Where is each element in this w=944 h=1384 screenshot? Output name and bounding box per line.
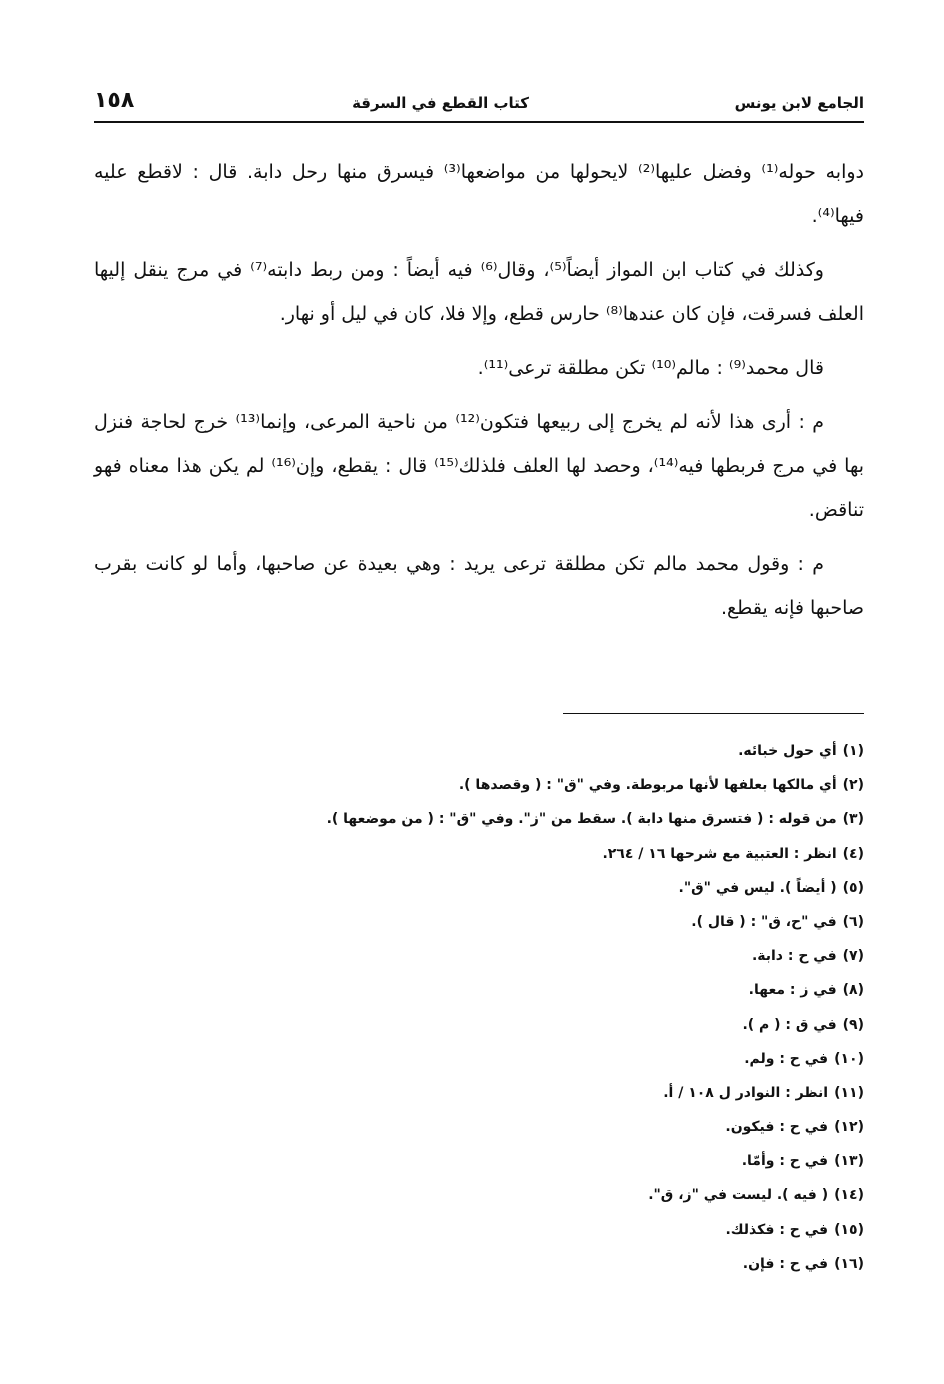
footnote [94, 1110, 864, 1144]
footnote-text: في ق : ( م ). [742, 1016, 837, 1033]
footnote-number: (٦) [842, 913, 864, 930]
footnote [94, 1178, 864, 1212]
footnote-text: في ح : فإن. [742, 1255, 829, 1272]
footnote-text: في ح : وأمّا. [741, 1153, 829, 1170]
footnote [94, 1008, 864, 1042]
footnote-number: (١٤) [834, 1187, 864, 1204]
page-number: ١٥٨ [94, 88, 135, 113]
footnote-number: (١١) [834, 1084, 864, 1101]
footnote [94, 837, 864, 871]
paragraph: قال محمد⁽⁹⁾ : مالم⁽¹⁰⁾ تكن مطلقة ترعى⁽¹¹⁾. [477, 357, 824, 379]
footnote-text: في ح : دابة. [751, 948, 837, 965]
footnote-text: في ح : ولم. [744, 1050, 829, 1067]
paragraph: م : أرى هذا لأنه لم يخرج إلى ربيعها فتكون⁽¹²⁾ من ناحية المرعى، وإنما⁽¹³⁾ خرج لحاجة فنزل بها في مرج فربطها فيه⁽¹⁴⁾، وحصد لها العلف فلذلك⁽¹⁵⁾ قال : يقطع، وإن⁽¹⁶⁾ لم يكن هذا معناه فهو تناقض. [94, 411, 864, 521]
footnote-text: في ح : فيكون. [725, 1119, 829, 1136]
book-title: الجامع لابن يونس [734, 94, 864, 112]
paragraph: م : وقول محمد مالم تكن مطلقة ترعى يريد : وهي بعيدة عن صاحبها، وأما لو كانت بقرب صاحبها فإنه يقطع. [94, 553, 864, 619]
footnote-text: أي مالكها بعلفها لأنها مربوطة. وفي "ق" : ( وقصدها ). [458, 777, 837, 794]
footnotes [94, 734, 864, 1281]
footnote-number: (٨) [842, 982, 864, 999]
footnote-number: (١٥) [834, 1221, 864, 1238]
footnote-number: (١٦) [834, 1255, 864, 1272]
footnote-separator [563, 713, 864, 714]
footnote-number: (٣) [842, 811, 864, 828]
footnote-number: (٥) [842, 879, 864, 896]
footnote [94, 1144, 864, 1178]
footnote-number: (١٢) [834, 1119, 864, 1136]
footnote [94, 802, 864, 836]
footnote [94, 1247, 864, 1281]
footnote-text: انظر : النوادر ل ١٠٨ / أ. [663, 1084, 829, 1101]
footnote-text: ( أيضاً ). ليس في "ق". [678, 879, 837, 896]
footnote-number: (٤) [842, 845, 864, 862]
footnote [94, 973, 864, 1007]
footnote [94, 871, 864, 905]
footnote-text: في ح : فكذلك. [725, 1221, 829, 1238]
footnote [94, 905, 864, 939]
footnote [94, 939, 864, 973]
footnote-number: (٩) [842, 1016, 864, 1033]
footnote-text: في "ح، ق" : ( قال ). [691, 913, 837, 930]
footnote-text: في ز : معها. [748, 982, 837, 999]
footnote-text: انظر : العتبية مع شرحها ١٦ / ٢٦٤. [602, 845, 837, 862]
footnote [94, 1213, 864, 1247]
footnote-text: أي حول خبائه. [738, 743, 837, 759]
footnote [94, 734, 864, 768]
footnote-number: (٧) [842, 948, 864, 965]
footnote-text: ( فيه ). ليست في "ز، ق". [648, 1187, 829, 1204]
footnote-number: (١٣) [834, 1153, 864, 1170]
main-text [94, 150, 864, 640]
footnote [94, 1042, 864, 1076]
paragraph: دوابه حوله⁽¹⁾ وفضل عليها⁽²⁾ لايحولها من مواضعها⁽³⁾ فيسرق منها رحل دابة. قال : لاقطع عليه فيها⁽⁴⁾. [94, 161, 864, 227]
footnote-number: (٢) [842, 777, 864, 794]
chapter-title: كتاب القطع في السرقة [352, 94, 529, 112]
footnote-number: (١٠) [834, 1050, 864, 1067]
running-header [94, 88, 864, 118]
header-rule [94, 121, 864, 123]
paragraph: وكذلك في كتاب ابن المواز أيضاً⁽⁵⁾، وقال⁽⁶⁾ فيه أيضاً : ومن ربط دابته⁽⁷⁾ في مرج ينقل إليها العلف فسرقت، فإن كان عندها⁽⁸⁾ حارس قطع، وإلا فلا، كان في ليل أو نهار. [94, 259, 864, 325]
footnote-number: (١) [842, 743, 864, 759]
footnote-text: من قوله : ( فتسرق منها دابة ). سقط من "ز". وفي "ق" : ( من موضعها ). [326, 811, 837, 828]
footnote [94, 768, 864, 802]
footnote [94, 1076, 864, 1110]
